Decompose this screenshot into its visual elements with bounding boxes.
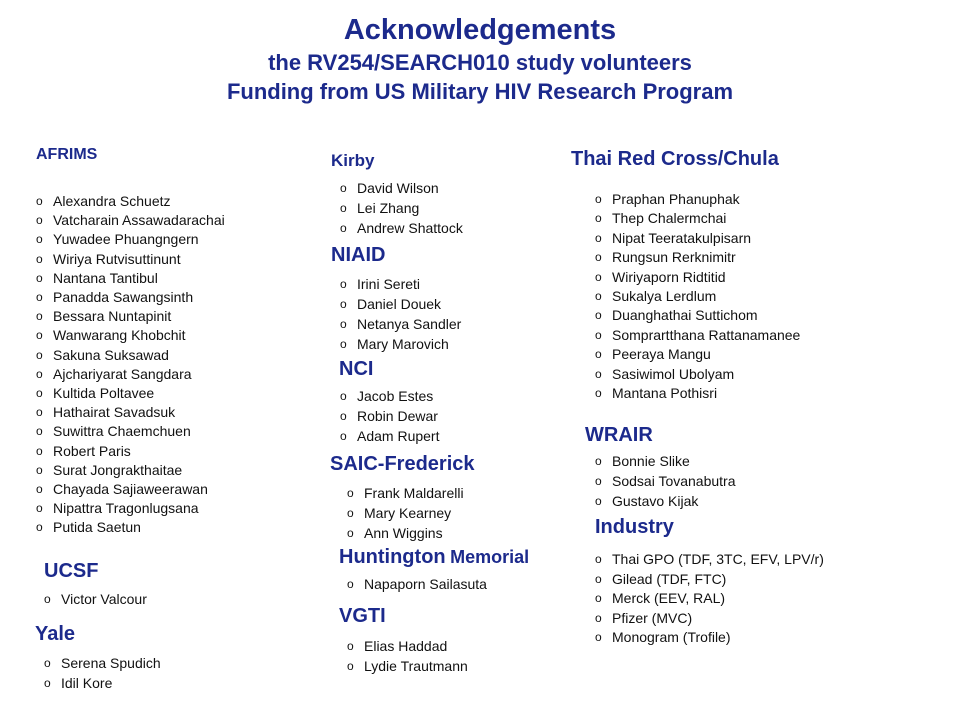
section-heading: UCSF: [44, 560, 99, 582]
name-item: [595, 345, 800, 364]
section-huntington: [339, 546, 529, 569]
bullet-icon: o: [340, 409, 347, 423]
industry-list: [595, 550, 824, 648]
name-item: [595, 384, 800, 403]
bullet-icon: o: [36, 270, 43, 285]
title-block: [0, 12, 960, 106]
name-item: [595, 287, 800, 306]
person-name: Nantana Tantibul: [53, 269, 158, 286]
name-item: [340, 406, 439, 426]
name-item: [595, 268, 800, 287]
name-item: [595, 248, 800, 267]
bullet-icon: o: [36, 213, 43, 228]
person-name: Sakuna Suksawad: [53, 346, 169, 363]
bullet-icon: o: [36, 328, 43, 343]
bullet-icon: o: [347, 506, 354, 520]
section-nci: [339, 358, 373, 381]
name-item: [36, 346, 225, 365]
bullet-icon: o: [340, 201, 347, 215]
person-name: Wanwarang Khobchit: [53, 327, 186, 344]
person-name: Duanghathai Suttichom: [612, 307, 758, 324]
bullet-icon: o: [36, 194, 43, 208]
bullet-icon: o: [595, 474, 602, 488]
section-heading: NIAID: [331, 244, 386, 266]
name-item: [36, 192, 225, 211]
person-name: Gustavo Kijak: [612, 493, 699, 509]
name-item: [340, 198, 463, 218]
bullet-icon: o: [36, 405, 43, 420]
name-item: [347, 636, 468, 656]
person-name: Hathairat Savadsuk: [53, 404, 176, 421]
name-item: [595, 491, 736, 511]
person-name: Mary Marovich: [357, 336, 449, 352]
bullet-icon: o: [340, 337, 347, 351]
person-name: Suwittra Chaemchuen: [53, 423, 191, 440]
name-item: [595, 589, 824, 609]
person-name: Vatcharain Assawadarachai: [53, 212, 225, 229]
name-item: [36, 442, 225, 461]
person-name: Victor Valcour: [61, 591, 147, 607]
huntington-list: [347, 574, 487, 594]
name-item: [340, 426, 439, 446]
bullet-icon: o: [595, 230, 602, 245]
bullet-icon: o: [36, 290, 43, 305]
name-item: [347, 523, 464, 543]
niaid-list-wrap: [340, 274, 461, 354]
bullet-icon: o: [595, 454, 602, 468]
person-name: Gilead (TDF, FTC): [612, 570, 727, 587]
bullet-icon: o: [44, 676, 51, 690]
section-heading: Kirby: [331, 151, 375, 170]
name-item: [340, 274, 461, 294]
name-item: [595, 326, 800, 345]
section-trc: [571, 148, 779, 171]
name-item: [36, 518, 225, 537]
name-item: [347, 574, 487, 594]
section-afrims: [36, 146, 97, 164]
person-name: Frank Maldarelli: [364, 485, 464, 501]
person-name: Bonnie Slike: [612, 453, 690, 469]
name-item: [36, 326, 225, 345]
name-item: [36, 288, 225, 307]
bullet-icon: o: [340, 389, 347, 403]
section-heading: Thai Red Cross/Chula: [571, 148, 779, 170]
bullet-icon: o: [595, 327, 602, 342]
name-item: [595, 628, 824, 648]
industry-list-wrap: [595, 550, 824, 648]
section-yale: [35, 623, 75, 646]
section-heading: Industry: [595, 516, 674, 538]
section-kirby: [331, 151, 374, 171]
name-item: [44, 589, 147, 609]
name-item: [44, 653, 161, 673]
page-subtitle: the RV254/SEARCH010 study volunteers: [268, 50, 692, 75]
person-name: Daniel Douek: [357, 296, 442, 312]
person-name: Chayada Sajiaweerawan: [53, 481, 208, 498]
bullet-icon: o: [595, 610, 602, 625]
person-name: Praphan Phanuphak: [612, 191, 740, 207]
bullet-icon: o: [36, 386, 43, 401]
person-name: Netanya Sandler: [357, 316, 462, 332]
bullet-icon: o: [595, 552, 602, 566]
name-item: [595, 550, 824, 570]
section-heading: VGTI: [339, 605, 386, 627]
bullet-icon: o: [36, 366, 43, 381]
section-heading: Yale: [35, 623, 76, 645]
person-name: Somprartthana Rattanamanee: [612, 326, 801, 343]
bullet-icon: o: [347, 577, 354, 591]
bullet-icon: o: [36, 347, 43, 362]
bullet-icon: o: [595, 366, 602, 381]
name-item: [595, 365, 800, 384]
bullet-icon: o: [36, 424, 43, 439]
name-item: [595, 609, 824, 629]
person-name: Wiriya Rutvisuttinunt: [53, 250, 181, 267]
person-name: Wiriyaporn Ridtitid: [612, 268, 726, 285]
name-item: [36, 499, 225, 518]
funding-line: Funding from US Military HIV Research Program: [226, 79, 734, 104]
bullet-icon: o: [595, 211, 602, 226]
saic-list: [347, 483, 464, 543]
name-item: [36, 307, 225, 326]
person-name: Napaporn Sailasuta: [364, 576, 487, 592]
bullet-icon: o: [340, 221, 347, 235]
huntington-list-wrap: [347, 574, 487, 594]
name-item: [36, 250, 225, 269]
name-item: [595, 190, 800, 209]
section-niaid: [331, 244, 385, 267]
bullet-icon: o: [36, 462, 43, 477]
name-item: [36, 403, 225, 422]
bullet-icon: o: [595, 289, 602, 304]
name-item: [347, 483, 464, 503]
section-vgti: [339, 605, 386, 628]
person-name: Sukalya Lerdlum: [612, 288, 717, 305]
person-name: Bessara Nuntapinit: [53, 308, 172, 325]
person-name: Monogram (Trofile): [612, 629, 731, 645]
bullet-icon: o: [347, 526, 354, 540]
bullet-icon: o: [595, 308, 602, 323]
person-name: Yuwadee Phuangngern: [53, 231, 199, 248]
bullet-icon: o: [595, 630, 602, 644]
person-name: Idil Kore: [61, 675, 113, 691]
name-item: [595, 570, 824, 590]
bullet-icon: o: [347, 659, 354, 673]
yale-list-wrap: [44, 653, 161, 693]
section-saic: [330, 453, 475, 476]
person-name: Nipattra Tragonlugsana: [53, 500, 199, 517]
bullet-icon: o: [340, 277, 347, 291]
person-name: Lei Zhang: [357, 200, 420, 216]
nci-list: [340, 386, 439, 446]
name-item: [340, 218, 463, 238]
bullet-icon: o: [36, 443, 43, 458]
name-item: [36, 211, 225, 230]
person-name: Panadda Sawangsinth: [53, 289, 194, 306]
person-name: Sodsai Tovanabutra: [612, 473, 736, 489]
yale-list: [44, 653, 161, 693]
person-name: Andrew Shattock: [357, 220, 463, 236]
bullet-icon: o: [340, 429, 347, 443]
person-name: Robert Paris: [53, 442, 131, 459]
nci-list-wrap: [340, 386, 439, 446]
section-heading: NCI: [339, 358, 374, 380]
person-name: David Wilson: [357, 180, 439, 196]
person-name: Pfizer (MVC): [612, 609, 693, 626]
heading-main: Huntington: [339, 546, 446, 568]
bullet-icon: o: [44, 656, 51, 670]
name-item: [595, 229, 800, 248]
person-name: Mary Kearney: [364, 505, 452, 521]
bullet-icon: o: [36, 232, 43, 247]
person-name: Nipat Teeratakulpisarn: [612, 229, 752, 246]
person-name: Irini Sereti: [357, 276, 421, 292]
wrair-list-wrap: [595, 451, 736, 511]
ucsf-list: [44, 589, 147, 609]
name-item: [44, 673, 161, 693]
name-item: [340, 294, 461, 314]
bullet-icon: o: [595, 347, 602, 362]
bullet-icon: o: [595, 386, 602, 401]
bullet-icon: o: [595, 269, 602, 284]
bullet-icon: o: [347, 486, 354, 500]
section-wrair: [585, 424, 653, 447]
heading-sub: Memorial: [450, 547, 530, 567]
afrims-list-wrap: [36, 192, 225, 538]
bullet-icon: o: [595, 192, 602, 206]
person-name: Merck (EEV, RAL): [612, 590, 726, 606]
bullet-icon: o: [36, 309, 43, 324]
person-name: Peeraya Mangu: [612, 346, 711, 363]
person-name: Thai GPO (TDF, 3TC, EFV, LPV/r): [612, 551, 824, 567]
name-item: [595, 306, 800, 325]
name-item: [340, 334, 461, 354]
name-item: [595, 209, 800, 228]
section-heading: AFRIMS: [36, 146, 98, 163]
wrair-list: [595, 451, 736, 511]
bullet-icon: o: [44, 592, 51, 606]
section-heading: WRAIR: [585, 424, 653, 446]
name-item: [595, 471, 736, 491]
bullet-icon: o: [340, 181, 347, 195]
person-name: Jacob Estes: [357, 388, 434, 404]
bullet-icon: o: [595, 571, 602, 586]
name-item: [595, 451, 736, 471]
bullet-icon: o: [595, 591, 602, 605]
name-item: [36, 480, 225, 499]
name-item: [340, 386, 439, 406]
bullet-icon: o: [595, 494, 602, 508]
person-name: Ann Wiggins: [364, 525, 443, 541]
trc-list-wrap: [595, 190, 800, 403]
bullet-icon: o: [340, 297, 347, 311]
name-item: [36, 230, 225, 249]
name-item: [347, 656, 468, 676]
name-item: [340, 314, 461, 334]
person-name: Robin Dewar: [357, 408, 438, 424]
name-item: [36, 461, 225, 480]
niaid-list: [340, 274, 461, 354]
name-item: [36, 384, 225, 403]
bullet-icon: o: [36, 482, 43, 497]
person-name: Ajchariyarat Sangdara: [53, 365, 192, 382]
section-heading: SAIC-Frederick: [330, 453, 475, 475]
person-name: Rungsun Rerknimitr: [612, 249, 736, 266]
vgti-list-wrap: [347, 636, 468, 676]
person-name: Adam Rupert: [357, 428, 440, 444]
name-item: [36, 365, 225, 384]
vgti-list: [347, 636, 468, 676]
kirby-list-wrap: [340, 178, 463, 238]
bullet-icon: o: [36, 501, 43, 516]
trc-list: [595, 190, 800, 403]
person-name: Surat Jongrakthaitae: [53, 461, 183, 478]
person-name: Elias Haddad: [364, 638, 448, 654]
person-name: Lydie Trautmann: [364, 658, 468, 674]
afrims-list: [36, 192, 225, 538]
name-item: [340, 178, 463, 198]
bullet-icon: o: [340, 317, 347, 331]
person-name: Putida Saetun: [53, 519, 141, 536]
name-item: [36, 269, 225, 288]
person-name: Kultida Poltavee: [53, 385, 155, 402]
bullet-icon: o: [595, 250, 602, 265]
person-name: Thep Chalermchai: [612, 210, 727, 227]
section-ucsf: [44, 560, 98, 583]
person-name: Alexandra Schuetz: [53, 193, 171, 209]
name-item: [347, 503, 464, 523]
name-item: [36, 422, 225, 441]
kirby-list: [340, 178, 463, 238]
saic-list-wrap: [347, 483, 464, 543]
bullet-icon: o: [347, 639, 354, 653]
section-industry: [595, 516, 674, 539]
page-title: Acknowledgements: [343, 14, 617, 46]
person-name: Sasiwimol Ubolyam: [612, 365, 735, 382]
ucsf-list-wrap: [44, 589, 147, 609]
bullet-icon: o: [36, 251, 43, 266]
person-name: Mantana Pothisri: [612, 385, 718, 402]
section-heading: [339, 546, 529, 569]
bullet-icon: o: [36, 520, 43, 535]
person-name: Serena Spudich: [61, 655, 161, 671]
